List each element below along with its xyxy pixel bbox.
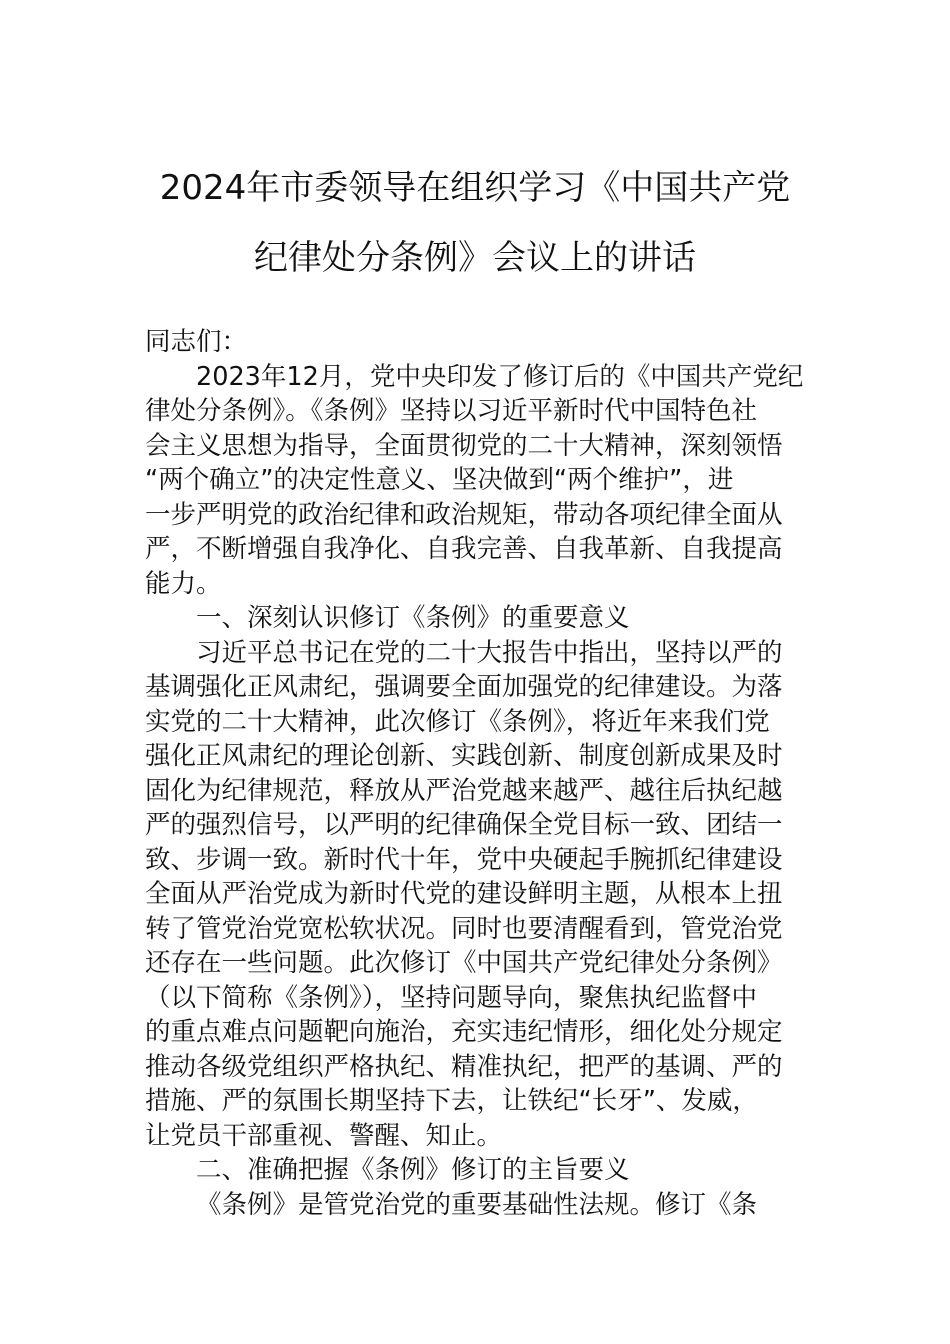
body-line: 《条例》是管党治党的重要基础性法规。修订《条: [196, 1189, 758, 1220]
body-line: 严，不断增强自我净化、自我完善、自我革新、自我提高: [145, 534, 783, 564]
body-line: 严的强烈信号，以严明的纪律确保全党目标一致、团结一: [145, 810, 783, 840]
document-body: [145, 325, 810, 1222]
body-line: 能力。: [145, 568, 222, 599]
body-line: “两个确立”的决定性意义、坚决做到“两个维护”，进: [145, 465, 734, 495]
body-line: 措施、严的氛围长期坚持下去，让铁纪“长牙”、发威，: [145, 1086, 758, 1116]
body-line: 基调强化正风肃纪，强调要全面加强党的纪律建设。为落: [145, 672, 783, 702]
body-line: 二、准确把握《条例》修订的主旨要义: [196, 1155, 630, 1185]
body-line: 2023年12月，党中央印发了修订后的《中国共产党纪: [196, 361, 804, 392]
body-line: 转了管党治党宽松软状况。同时也要清醒看到，管党治党: [145, 913, 783, 944]
body-line: 强化正风肃纪的理论创新、实践创新、制度创新成果及时: [145, 741, 783, 771]
body-line: 实党的二十大精神，此次修订《条例》，将近年来我们党: [145, 706, 770, 737]
body-line: 一步严明党的政治纪律和政治规矩，带动各项纪律全面从: [145, 499, 783, 530]
body-line: 全面从严治党成为新时代党的建设鲜明主题，从根本上扭: [145, 879, 783, 909]
body-line: 一、深刻认识修订《条例》的重要意义: [196, 603, 630, 633]
document-title-line-1: 2024年市委领导在组织学习《中国共产党: [159, 168, 791, 208]
body-line: 的重点难点问题靶向施治，充实违纪情形，细化处分规定: [145, 1017, 783, 1047]
body-line: 让党员干部重视、警醒、知止。: [145, 1120, 503, 1151]
body-line: 律处分条例》。《条例》坚持以习近平新时代中国特色社: [145, 396, 758, 426]
body-line: 会主义思想为指导，全面贯彻党的二十大精神，深刻领悟: [145, 430, 783, 461]
body-line: 习近平总书记在党的二十大报告中指出，坚持以严的: [196, 637, 783, 668]
body-line: 同志们：: [145, 327, 248, 357]
body-line: 致、步调一致。新时代十年，党中央硬起手腕抓纪律建设: [145, 844, 783, 875]
body-line: 固化为纪律规范，释放从严治党越来越严、越往后执纪越: [145, 775, 783, 806]
body-line: （以下简称《条例》），坚持问题导向，聚焦执纪监督中: [145, 982, 758, 1013]
body-line: 推动各级党组织严格执纪、精准执纪，把严的基调、严的: [145, 1051, 783, 1082]
document-title-line-2: 纪律处分条例》会议上的讲话: [254, 238, 696, 278]
body-line: 还存在一些问题。此次修订《中国共产党纪律处分条例》: [145, 948, 783, 978]
